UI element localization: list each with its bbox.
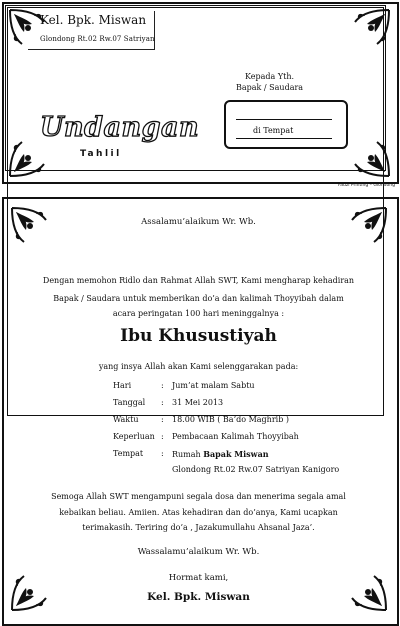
detail-value-place [172, 449, 269, 459]
recipient-place: di Tempat [253, 126, 294, 135]
closing-line: terimakasih. Teriring do’a , Jazakumullahu Ahsanal Jaza’. [82, 523, 315, 532]
detail-label-time: Waktu [113, 415, 139, 424]
detail-value-purpose: Pembacaan Kalimah Thoyyibah [172, 432, 299, 441]
honoree-name: Ibu Khusustiyah [120, 326, 277, 346]
lead-in: yang insya Allah akan Kami selenggarakan pada: [98, 362, 299, 371]
sender-address: Glondong Rt.02 Rw.07 Satriyan [40, 35, 155, 43]
invitation-inner-border [7, 7, 384, 416]
detail-separator: : [161, 381, 164, 390]
greeting: Assalamu’alaikum Wr. Wb. [141, 217, 256, 227]
detail-label-day: Hari [113, 381, 132, 390]
recipient-label: Kepada Yth. [245, 72, 295, 81]
host-name: Kel. Bpk. Miswan [147, 591, 250, 603]
closing-line: kebaikan beliau. Amiien. Atas kehadiran dan do’anya, Kami ucapkan [59, 508, 338, 517]
detail-value-place-host: Bapak Miswan [203, 449, 269, 459]
detail-value-time: 18.00 WIB ( Ba’do Maghrib ) [172, 415, 289, 424]
detail-value-place-prefix: Rumah [172, 450, 204, 459]
farewell: Wassalamu’alaikum Wr. Wb. [137, 547, 260, 557]
detail-label-place: Tempat [113, 449, 144, 458]
intro-line: Bapak / Saudara untuk memberikan do’a dan kalimah Thoyyibah dalam [53, 294, 344, 303]
envelope-subtitle: Tahlil [80, 149, 122, 159]
sender-name: Kel. Bpk. Miswan [40, 13, 147, 27]
detail-label-purpose: Keperluan [113, 432, 155, 441]
detail-separator: : [161, 398, 164, 407]
detail-separator: : [161, 415, 164, 424]
detail-separator: : [161, 449, 164, 458]
intro-line: Dengan memohon Ridlo dan Rahmat Allah SWT, Kami mengharap kehadiran [42, 276, 355, 285]
regards: Hormat kami, [168, 573, 229, 583]
envelope-title: Undangan [40, 112, 200, 143]
detail-value-day: Jum’at malam Sabtu [172, 381, 255, 390]
recipient-label: Bapak / Saudara [236, 83, 304, 92]
detail-separator: : [161, 432, 164, 441]
intro-line: acara peringatan 100 hari meninggalnya : [112, 309, 285, 318]
printer-credit: Fauzi Printing – Glondong [338, 183, 395, 188]
detail-value-date: 31 Mei 2013 [172, 398, 224, 407]
closing-line: Semoga Allah SWT mengampuni segala dosa dan menerima segala amal [51, 492, 346, 501]
detail-label-date: Tanggal [113, 398, 146, 407]
detail-value-place-address: Glondong Rt.02 Rw.07 Satriyan Kanigoro [172, 465, 340, 474]
